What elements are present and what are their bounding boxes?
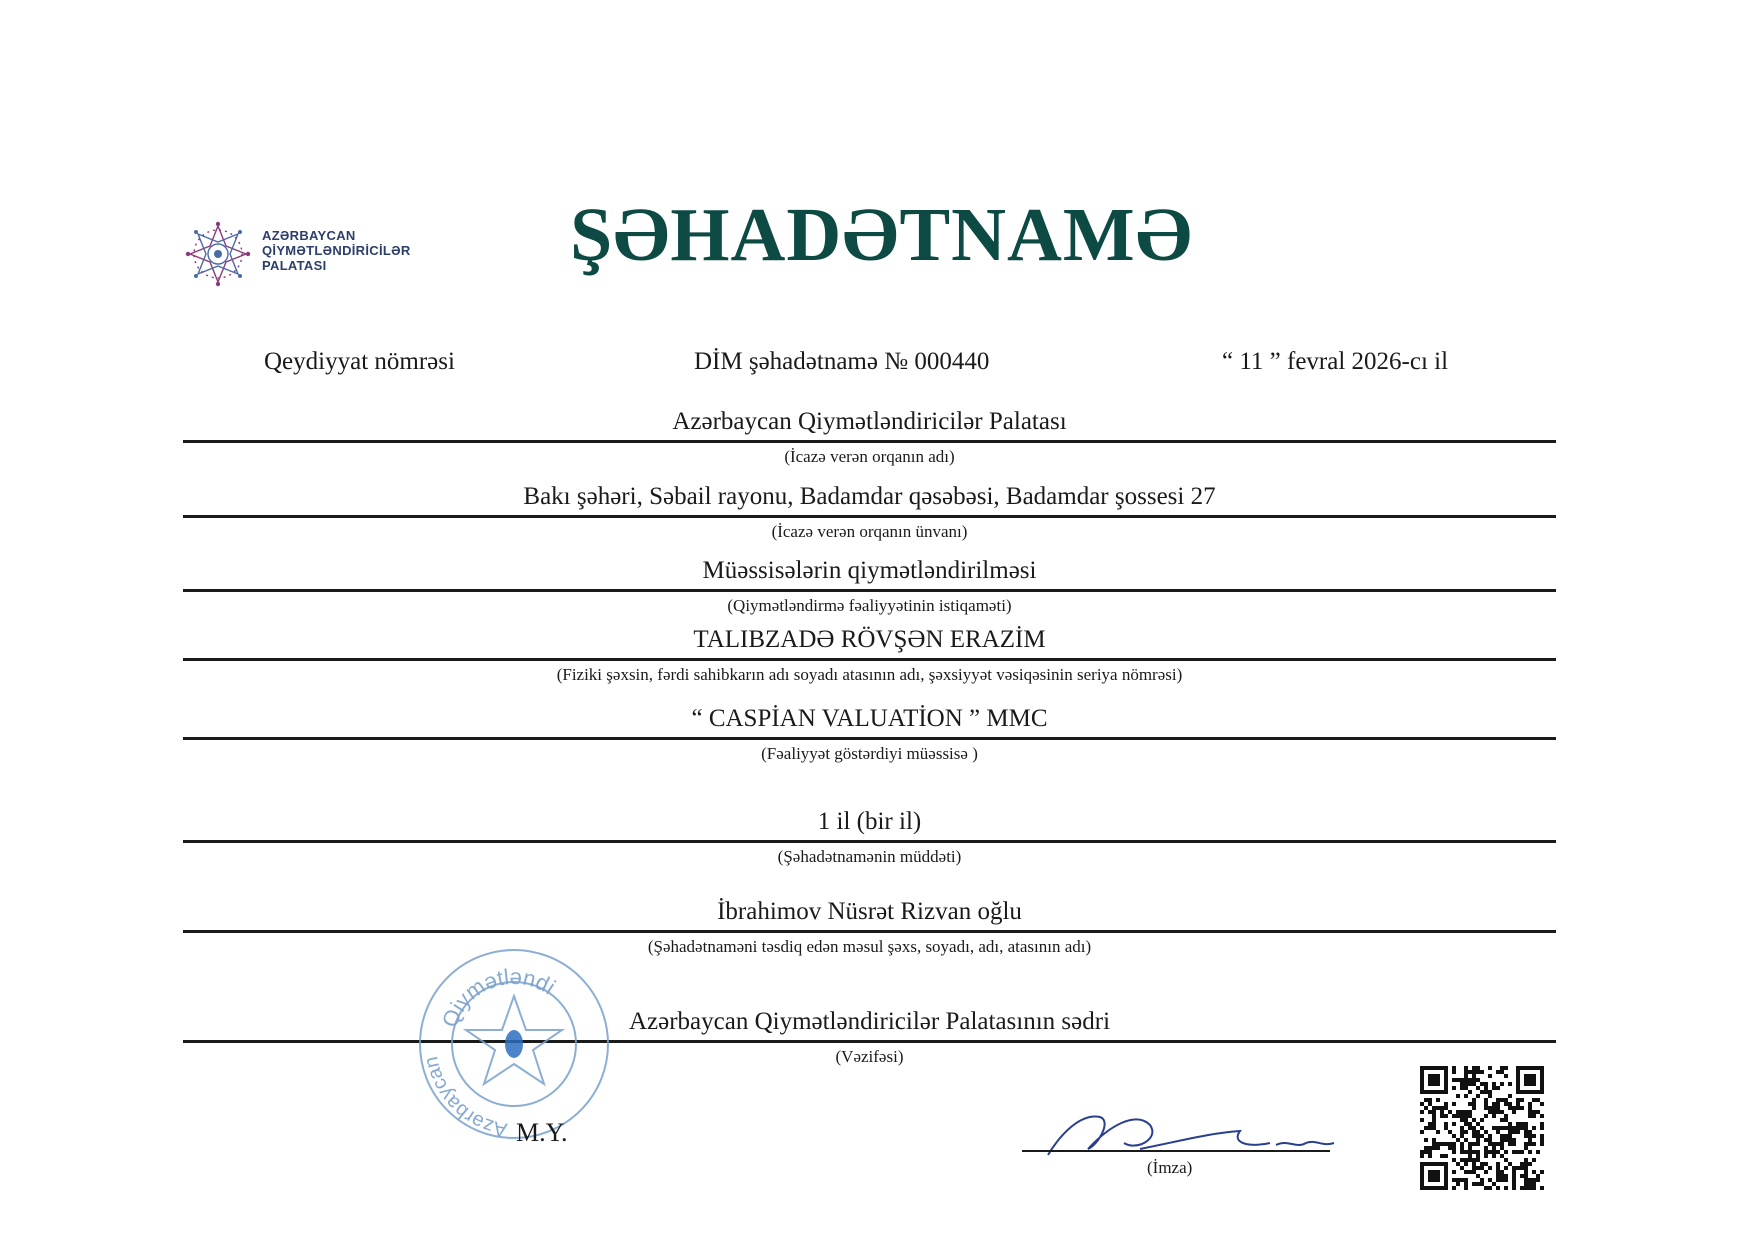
field-rule — [183, 930, 1556, 933]
field-value: Bakı şəhəri, Səbail rayonu, Badamdar qəsəbəsi, Badamdar şossesi 27 — [523, 483, 1216, 510]
logo-line-1: AZƏRBAYCAN — [262, 228, 356, 243]
field-value: Azərbaycan Qiymətləndiricilər Palatası — [672, 408, 1067, 435]
chamber-logo-text — [262, 228, 411, 273]
field-activity-direction — [183, 557, 1556, 616]
signature-line — [1022, 1150, 1330, 1152]
field-value: Müəssisələrin qiymətləndirilməsi — [702, 557, 1037, 584]
logo-line-2: QİYMƏTLƏNDİRİCİLƏR — [262, 243, 411, 258]
issue-date: “ 11 ” fevral 2026-cı il — [1222, 348, 1449, 375]
field-caption: (Vəzifəsi) — [835, 1047, 904, 1066]
official-seal-icon — [414, 944, 614, 1144]
field-rule — [183, 1040, 1556, 1043]
field-rule — [183, 840, 1556, 843]
registration-label: Qeydiyyat nömrəsi — [264, 348, 455, 375]
field-caption: (Qiymətləndirmə fəaliyyətinin istiqaməti) — [727, 596, 1012, 615]
chamber-logo — [182, 218, 452, 290]
svg-text:Azərbaycan — [420, 1055, 509, 1141]
qr-code-icon — [1420, 1066, 1544, 1190]
field-validity-period — [183, 808, 1556, 867]
field-rule — [183, 589, 1556, 592]
chamber-logo-icon — [182, 218, 254, 290]
seal-label: M.Y. — [516, 1118, 568, 1147]
page-title: ŞƏHADƏTNAMƏ — [570, 193, 1193, 277]
stamp-text-left: Azərbaycan — [420, 1054, 509, 1141]
field-issuing-authority — [183, 408, 1556, 467]
field-rule — [183, 737, 1556, 740]
stamp-text-top: Qiymətləndi — [436, 963, 560, 1031]
certificate-number: DİM şəhadətnamə № 000440 — [694, 348, 990, 375]
svg-text:Qiymətləndi — [437, 964, 560, 1031]
field-organization — [183, 705, 1556, 764]
field-authority-address — [183, 483, 1556, 542]
field-rule — [183, 658, 1556, 661]
field-rule — [183, 440, 1556, 443]
field-value: 1 il (bir il) — [817, 808, 922, 835]
field-caption: (Fəaliyyət göstərdiyi müəssisə ) — [761, 744, 978, 763]
field-caption: (İcazə verən orqanın adı) — [784, 447, 955, 466]
field-caption: (İcazə verən orqanın ünvanı) — [771, 522, 968, 541]
field-position — [183, 1008, 1556, 1067]
field-caption: (Şəhadətnaməni təsdiq edən məsul şəxs, soyadı, adı, atasının adı) — [647, 937, 1092, 956]
signature-icon — [1040, 1105, 1350, 1165]
field-caption: (Şəhadətnamənin müddəti) — [777, 847, 962, 866]
field-value: İbrahimov Nüsrət Rizvan oğlu — [717, 898, 1022, 925]
field-value: TALIBZADƏ RÖVŞƏN ERAZİM — [693, 626, 1046, 653]
field-responsible-person — [183, 898, 1556, 957]
signature-caption: (İmza) — [1147, 1158, 1193, 1177]
field-rule — [183, 515, 1556, 518]
field-holder-name — [183, 626, 1556, 685]
field-value: Azərbaycan Qiymətləndiricilər Palatasının sədri — [628, 1008, 1111, 1035]
field-value: “ CASPİAN VALUATİON ” MMC — [691, 705, 1048, 732]
logo-line-3: PALATASI — [262, 258, 327, 273]
field-caption: (Fiziki şəxsin, fərdi sahibkarın adı soyadı atasının adı, şəxsiyyət vəsiqəsinin seriya nömrəsi) — [556, 665, 1183, 684]
